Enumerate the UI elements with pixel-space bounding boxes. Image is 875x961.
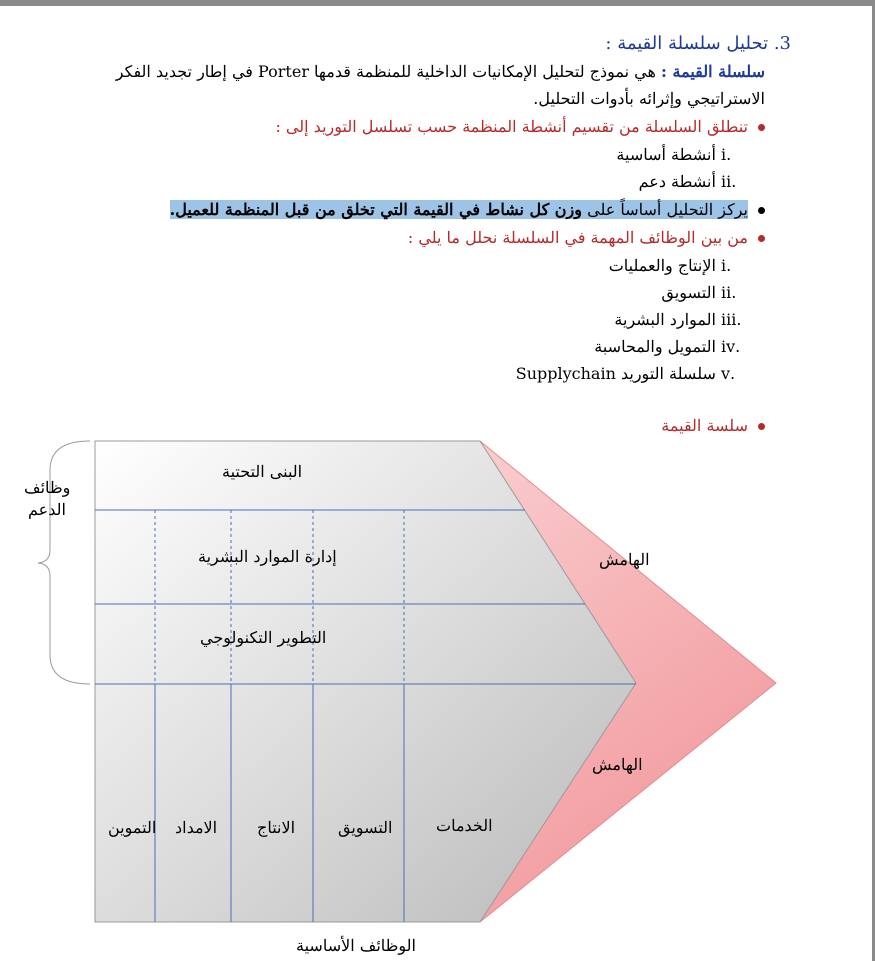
bullet-2-text-bold: وزن كل نشاط في القيمة التي تخلق من قبل المنظمة للعميل.: [169, 200, 583, 219]
section-number: 3.: [773, 33, 791, 54]
list-label: أنشطة أساسية: [616, 145, 716, 164]
support-row-label: التطوير التكنولوجي: [200, 628, 327, 647]
list-number: .iv: [721, 337, 741, 356]
support-row-label: البنى التحتية: [222, 462, 303, 481]
list-label: سلسلة التوريد Supplychain: [515, 364, 716, 383]
margin-label: الهامش: [592, 755, 643, 774]
definition-line-2: الاستراتيجي وإثرائه بأدوات التحليل.: [533, 89, 765, 108]
list-number: .ii: [721, 172, 737, 191]
bullet-2-text-start: يركز التحليل أساساً على: [582, 200, 748, 219]
list-number: .ii: [721, 283, 737, 302]
definition-term: سلسلة القيمة :: [661, 62, 765, 81]
margin-label: الهامش: [599, 550, 650, 569]
primary-group-label: الوظائف الأساسية: [296, 936, 416, 955]
primary-column-label: التموين: [108, 818, 157, 837]
list-label: التمويل والمحاسبة: [594, 337, 716, 356]
support-group-label: الدعم: [28, 500, 66, 519]
list-label: الإنتاج والعمليات: [608, 256, 716, 275]
list-label: الموارد البشرية: [614, 310, 716, 329]
primary-column-label: الخدمات: [436, 816, 493, 835]
bullet-3-text: من بين الوظائف المهمة في السلسلة نحلل ما يلي :: [407, 228, 748, 247]
primary-column-label: التسويق: [338, 818, 393, 837]
list-label: أنشطة دعم: [638, 172, 716, 191]
primary-column-label: الانتاج: [257, 818, 296, 837]
list-number: .v: [721, 364, 736, 383]
list-number: .i: [721, 145, 732, 164]
support-row-label: إدارة الموارد البشرية: [198, 547, 337, 566]
bullet-1-text: تنطلق السلسلة من تقسيم أنشطة المنظمة حسب تسلسل التوريد إلى :: [275, 117, 748, 136]
section-title: تحليل سلسلة القيمة :: [605, 33, 769, 54]
primary-column-label: الامداد: [175, 818, 218, 837]
support-group-label: وظائف: [24, 478, 71, 497]
list-label: التسويق: [661, 283, 716, 302]
definition-text-1: هي نموذج لتحليل الإمكانيات الداخلية للمنظمة قدمها Porter في إطار تجديد الفكر: [115, 62, 656, 81]
list-number: .iii: [721, 310, 742, 329]
bullet-4-text: سلسة القيمة: [661, 416, 748, 435]
list-number: .i: [721, 256, 732, 275]
